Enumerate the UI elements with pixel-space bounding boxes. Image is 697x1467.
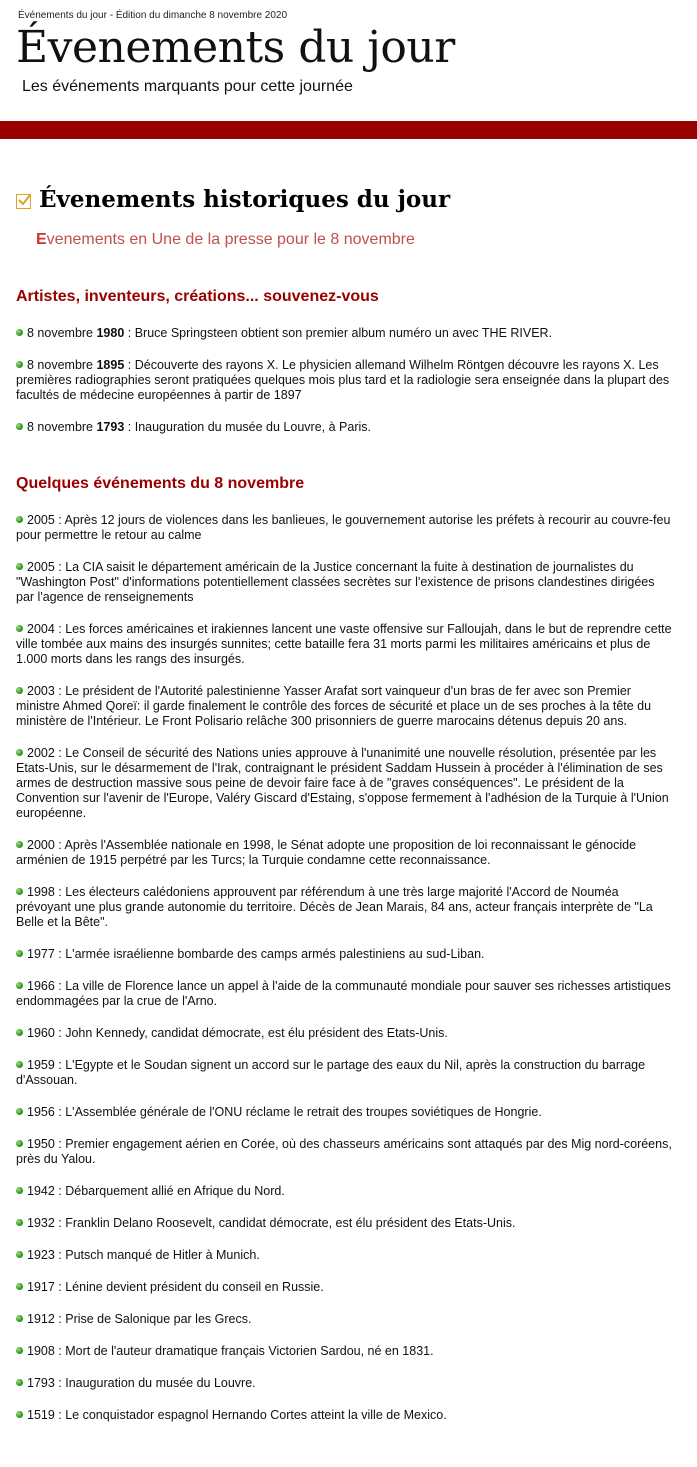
section-heading <box>16 186 450 213</box>
bullet-icon <box>16 1379 23 1386</box>
bullet-icon <box>16 1411 23 1418</box>
artists-section <box>16 288 676 435</box>
content <box>16 288 676 1440</box>
event-item <box>16 1058 676 1088</box>
event-text: 1932 : Franklin Delano Roosevelt, candidat démocrate, est élu président des Etats-Unis. <box>27 1216 516 1230</box>
bullet-icon <box>16 687 23 694</box>
site-subtitle: Les événements marquants pour cette journée <box>22 78 353 95</box>
bullet-icon <box>16 1219 23 1226</box>
event-year: 1895 <box>96 358 125 372</box>
bullet-icon <box>16 423 23 430</box>
event-year: 1793 <box>96 420 125 434</box>
bullet-icon <box>16 888 23 895</box>
event-text: 2005 : La CIA saisit le département américain de la Justice concernant la fuite à destination de journalistes du "Washington Post" d'informations potentiellement classées secrètes sur l'existence de prisons clandestines dirigées par l'agence de renseignements <box>16 560 655 604</box>
events-list <box>16 513 676 1423</box>
event-item <box>16 1216 676 1231</box>
event-text: 1959 : L'Egypte et le Soudan signent un accord sur le partage des eaux du Nil, après la construction du barrage d'Assouan. <box>16 1058 646 1087</box>
bullet-icon <box>16 1283 23 1290</box>
artist-event-item <box>16 420 676 435</box>
press-link-text: venements en Une de la presse pour le 8 novembre <box>46 231 415 248</box>
bullet-icon <box>16 1187 23 1194</box>
bullet-icon <box>16 749 23 756</box>
event-item <box>16 1344 676 1359</box>
bullet-icon <box>16 1251 23 1258</box>
bullet-icon <box>16 329 23 336</box>
event-item <box>16 979 676 1009</box>
event-item <box>16 838 676 868</box>
bullet-icon <box>16 841 23 848</box>
header-red-bar <box>0 121 697 139</box>
bullet-icon <box>16 950 23 957</box>
event-text: 2000 : Après l'Assemblée nationale en 1998, le Sénat adopte une proposition de loi reconnaissant le génocide arménien de 1915 perpétré par les Turcs; la Turquie condamne cette reconnaissance. <box>16 838 637 867</box>
events-section <box>16 475 676 1423</box>
event-item <box>16 560 676 605</box>
event-item <box>16 684 676 729</box>
bullet-icon <box>16 1315 23 1322</box>
event-text: 1998 : Les électeurs calédoniens approuvent par référendum à une très large majorité l'Accord de Nouméa prévoyant une plus grande autonomie du territoire. Décès de Jean Marais, 84 ans, acteur français interprète de "La Belle et la Bête". <box>16 885 653 929</box>
event-text: : Inauguration du musée du Louvre, à Paris. <box>124 420 371 434</box>
event-item <box>16 1137 676 1167</box>
event-year: 1980 <box>96 326 125 340</box>
bullet-icon <box>16 1347 23 1354</box>
event-text: 1793 : Inauguration du musée du Louvre. <box>27 1376 256 1390</box>
section-title: Évenements historiques du jour <box>39 186 451 213</box>
event-item <box>16 1184 676 1199</box>
event-text: 1950 : Premier engagement aérien en Corée, où des chasseurs américains sont attaqués par des Mig nord-coréens, près du Yalou. <box>16 1137 672 1166</box>
bullet-icon <box>16 1061 23 1068</box>
event-item <box>16 1280 676 1295</box>
event-day: 8 novembre <box>27 326 97 340</box>
event-text: 1960 : John Kennedy, candidat démocrate, est élu président des Etats-Unis. <box>27 1026 448 1040</box>
event-text: : Bruce Springsteen obtient son premier album numéro un avec THE RIVER. <box>124 326 553 340</box>
event-text: 2005 : Après 12 jours de violences dans les banlieues, le gouvernement autorise les préfets à recourir au couvre-feu pour permettre le retour au calme <box>16 513 671 542</box>
event-text: 2003 : Le président de l'Autorité palestinienne Yasser Arafat sort vainqueur d'un bras de fer avec son Premier ministre Ahmed Qoreï: il garde finalement le contrôle des forces de sécurité et place un de ses proches à la tête du ministère de l'Intérieur. Le Front Polisario relâche 300 prisonniers de guerre marocains détenus depuis 20 ans. <box>16 684 652 728</box>
event-text: 1956 : L'Assemblée générale de l'ONU réclame le retrait des troupes soviétiques de Hongrie. <box>27 1105 542 1119</box>
press-link[interactable] <box>36 231 415 249</box>
bullet-icon <box>16 982 23 989</box>
event-text: : Découverte des rayons X. Le physicien allemand Wilhelm Röntgen découvre les rayons X. Les premières radiographies seront pratiquées quelques mois plus tard et la radiologie sera enseignée dans la plupart des facultés de médecine européennes à partir de 1897 <box>16 358 670 402</box>
event-text: 1966 : La ville de Florence lance un appel à l'aide de la communauté mondiale pour sauver ses richesses artistiques endommagées par la crue de l'Arno. <box>16 979 671 1008</box>
event-item <box>16 1408 676 1423</box>
event-text: 1908 : Mort de l'auteur dramatique français Victorien Sardou, né en 1831. <box>27 1344 434 1358</box>
edition-line: Événements du jour - Édition du dimanche 8 novembre 2020 <box>18 10 288 21</box>
event-text: 1942 : Débarquement allié en Afrique du Nord. <box>27 1184 285 1198</box>
artists-list <box>16 326 676 435</box>
site-title[interactable]: Évenements du jour <box>16 22 455 73</box>
artist-event-item <box>16 358 676 403</box>
bullet-icon <box>16 1108 23 1115</box>
event-item <box>16 622 676 667</box>
event-day: 8 novembre <box>27 420 97 434</box>
event-item <box>16 1312 676 1327</box>
event-item <box>16 1248 676 1263</box>
event-item <box>16 1026 676 1041</box>
events-heading: Quelques événements du 8 novembre <box>16 475 305 492</box>
bullet-icon <box>16 1029 23 1036</box>
event-text: 1917 : Lénine devient président du conseil en Russie. <box>27 1280 324 1294</box>
event-item <box>16 885 676 930</box>
bullet-icon <box>16 516 23 523</box>
event-text: 2004 : Les forces américaines et irakiennes lancent une vaste offensive sur Falloujah, dans le but de reprendre cette ville tombée aux mains des insurgés sunnites; cette bataille fera 31 morts parmi les militaires américains et plus de 1.000 morts dans les rangs des insurgés. <box>16 622 672 666</box>
bullet-icon <box>16 1140 23 1147</box>
event-text: 1912 : Prise de Salonique par les Grecs. <box>27 1312 252 1326</box>
event-item <box>16 746 676 821</box>
event-text: 1977 : L'armée israélienne bombarde des camps armés palestiniens au sud-Liban. <box>27 947 485 961</box>
bullet-icon <box>16 625 23 632</box>
event-day: 8 novembre <box>27 358 97 372</box>
event-item <box>16 1105 676 1120</box>
event-item <box>16 947 676 962</box>
bullet-icon <box>16 361 23 368</box>
checkbox-icon <box>16 194 31 209</box>
event-item <box>16 513 676 543</box>
bullet-icon <box>16 563 23 570</box>
event-text: 2002 : Le Conseil de sécurité des Nations unies approuve à l'unanimité une nouvelle résolution, présentée par les Etats-Unis, sur le désarmement de l'Irak, contraignant le président Saddam Hussein à procéder à l'élimination de ses armes de destruction massive sous peine de devoir faire face à de "graves conséquences". Le président de la Convention sur l'avenir de l'Europe, Valéry Giscard d'Estaing, s'oppose fermement à l'adhésion de la Turquie à l'Union européenne. <box>16 746 669 820</box>
press-link-initial: E <box>36 231 47 248</box>
event-item <box>16 1376 676 1391</box>
event-text: 1519 : Le conquistador espagnol Hernando Cortes atteint la ville de Mexico. <box>27 1408 447 1422</box>
artists-heading: Artistes, inventeurs, créations... souvenez-vous <box>16 288 379 305</box>
artist-event-item <box>16 326 676 341</box>
event-text: 1923 : Putsch manqué de Hitler à Munich. <box>27 1248 260 1262</box>
